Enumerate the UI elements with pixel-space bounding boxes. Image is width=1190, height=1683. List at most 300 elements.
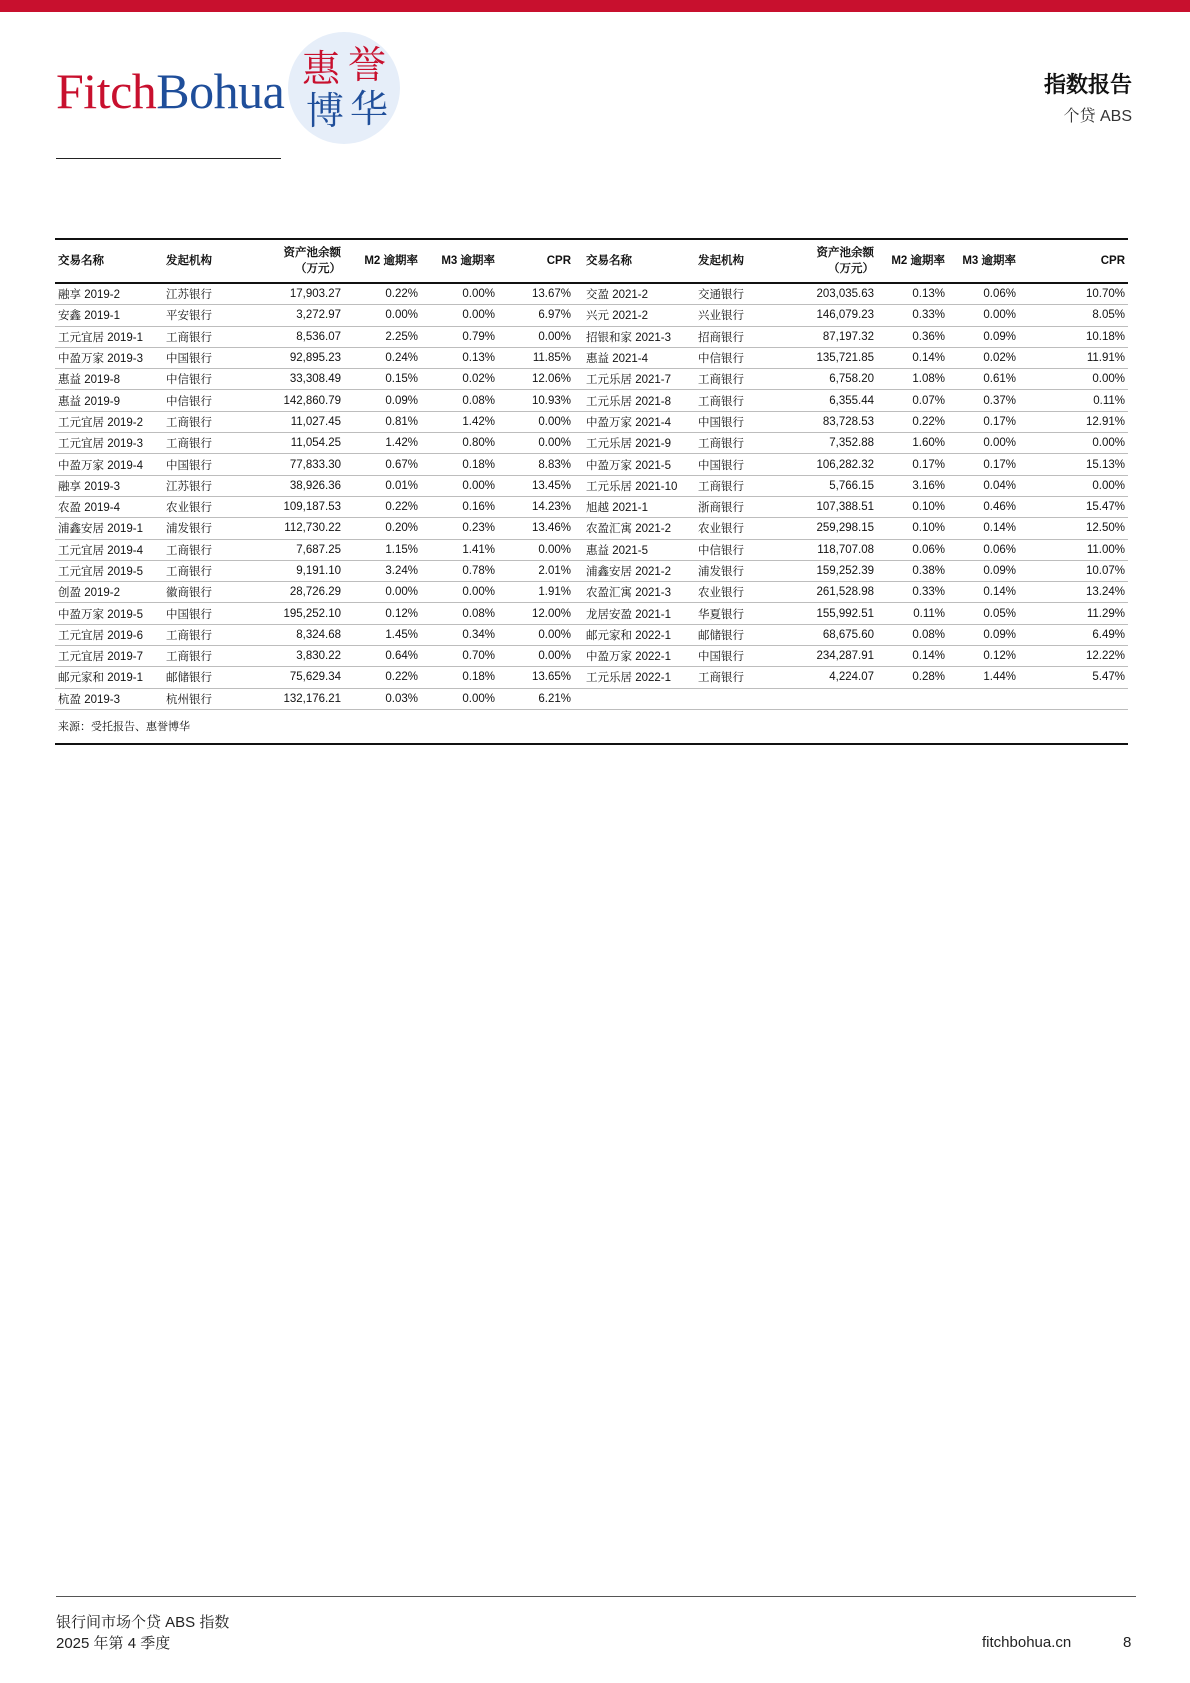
cell-balance: 261,528.98 xyxy=(779,582,877,603)
cell-name: 兴元 2021-2 xyxy=(574,305,695,326)
cell-name: 浦鑫安居 2021-2 xyxy=(574,560,695,581)
cell-balance: 11,027.45 xyxy=(247,411,344,432)
table-row xyxy=(55,646,1128,667)
cell-m2: 0.10% xyxy=(877,518,948,539)
cell-issuer: 农业银行 xyxy=(695,518,779,539)
cell-m2: 0.33% xyxy=(877,582,948,603)
cell-issuer: 邮储银行 xyxy=(163,667,247,688)
cell-m3: 0.06% xyxy=(948,283,1019,305)
cell-name: 工元乐居 2021-10 xyxy=(574,475,695,496)
cell-m2: 0.00% xyxy=(344,582,421,603)
cell-issuer: 浦发银行 xyxy=(163,518,247,539)
cell-name: 工元宜居 2019-6 xyxy=(55,624,163,645)
table-row xyxy=(55,582,1128,603)
cell-cpr: 11.00% xyxy=(1019,539,1128,560)
cell-cpr: 1.91% xyxy=(498,582,574,603)
cell-issuer: 邮储银行 xyxy=(695,624,779,645)
cell-name: 工元乐居 2021-9 xyxy=(574,433,695,454)
cell-cpr: 13.46% xyxy=(498,518,574,539)
cell-name: 中盈万家 2022-1 xyxy=(574,646,695,667)
cell-m3: 0.79% xyxy=(421,326,498,347)
cell-balance: 132,176.21 xyxy=(247,688,344,709)
cell-cpr: 13.45% xyxy=(498,475,574,496)
cell-m2: 0.33% xyxy=(877,305,948,326)
source-note: 来源：受托报告、惠誉博华 xyxy=(55,709,1128,744)
cell-balance: 28,726.29 xyxy=(247,582,344,603)
cell-m3: 0.17% xyxy=(948,454,1019,475)
cell-m2: 0.22% xyxy=(344,496,421,517)
cell-m2: 0.10% xyxy=(877,496,948,517)
logo-underline xyxy=(56,158,281,159)
cell-m2: 0.17% xyxy=(877,454,948,475)
cell-balance: 155,992.51 xyxy=(779,603,877,624)
cell-name: 龙居安盈 2021-1 xyxy=(574,603,695,624)
table-row xyxy=(55,667,1128,688)
cell-cpr: 6.21% xyxy=(498,688,574,709)
cell-cpr: 10.07% xyxy=(1019,560,1128,581)
cell-m3: 0.00% xyxy=(421,475,498,496)
cell-m3: 0.00% xyxy=(421,582,498,603)
cell-balance: 118,707.08 xyxy=(779,539,877,560)
cell-cpr: 11.91% xyxy=(1019,347,1128,368)
cell-m3: 0.70% xyxy=(421,646,498,667)
logo-char: 博 xyxy=(306,89,345,133)
col-header-name: 交易名称 xyxy=(58,255,104,267)
cell-m3: 0.34% xyxy=(421,624,498,645)
cell-name: 惠益 2019-8 xyxy=(55,369,163,390)
cell-m3: 0.46% xyxy=(948,496,1019,517)
col-header-balance xyxy=(779,239,877,283)
cell-m3: 0.02% xyxy=(421,369,498,390)
cell-cpr: 12.06% xyxy=(498,369,574,390)
cell-m2: 0.81% xyxy=(344,411,421,432)
cell-name: 融享 2019-3 xyxy=(55,475,163,496)
cell-name: 工元宜居 2019-5 xyxy=(55,560,163,581)
cell-cpr: 2.01% xyxy=(498,560,574,581)
table-row xyxy=(55,560,1128,581)
cell-m3: 0.08% xyxy=(421,603,498,624)
source-row xyxy=(55,709,1128,744)
abs-index-table xyxy=(55,238,1128,745)
cell-m2: 0.38% xyxy=(877,560,948,581)
cell-name: 中盈万家 2019-4 xyxy=(55,454,163,475)
cell-cpr: 0.00% xyxy=(1019,433,1128,454)
cell-issuer: 工商银行 xyxy=(695,475,779,496)
cell-balance: 17,903.27 xyxy=(247,283,344,305)
report-title-block xyxy=(1044,68,1132,126)
cell-name: 工元宜居 2019-4 xyxy=(55,539,163,560)
col-header-balance-line1: 资产池余额 xyxy=(816,247,874,259)
cell-issuer: 杭州银行 xyxy=(163,688,247,709)
cell-m3: 1.44% xyxy=(948,667,1019,688)
cell-m2 xyxy=(877,688,948,709)
cell-balance: 8,536.07 xyxy=(247,326,344,347)
cell-balance xyxy=(779,688,877,709)
table-row xyxy=(55,411,1128,432)
cell-balance: 259,298.15 xyxy=(779,518,877,539)
table-row xyxy=(55,433,1128,454)
table-row xyxy=(55,475,1128,496)
cell-issuer: 工商银行 xyxy=(163,624,247,645)
cell-name: 旭越 2021-1 xyxy=(574,496,695,517)
cell-issuer: 中信银行 xyxy=(163,390,247,411)
cell-name: 中盈万家 2021-5 xyxy=(574,454,695,475)
table-footer xyxy=(55,709,1128,744)
cell-balance: 146,079.23 xyxy=(779,305,877,326)
cell-balance: 87,197.32 xyxy=(779,326,877,347)
footer-publication xyxy=(56,1612,229,1654)
cell-m2: 0.22% xyxy=(344,283,421,305)
cell-cpr: 10.18% xyxy=(1019,326,1128,347)
cell-issuer: 江苏银行 xyxy=(163,283,247,305)
cell-issuer: 兴业银行 xyxy=(695,305,779,326)
logo-wordmark xyxy=(56,62,284,120)
cell-m3: 0.00% xyxy=(948,433,1019,454)
cell-balance: 9,191.10 xyxy=(247,560,344,581)
cell-issuer: 招商银行 xyxy=(695,326,779,347)
table-row xyxy=(55,347,1128,368)
cell-cpr: 0.00% xyxy=(1019,369,1128,390)
cell-name: 融享 2019-2 xyxy=(55,283,163,305)
cell-name: 杭盈 2019-3 xyxy=(55,688,163,709)
logo-seal xyxy=(288,32,400,144)
col-header-m2: M2 逾期率 xyxy=(364,255,418,267)
cell-name: 农盈汇寓 2021-3 xyxy=(574,582,695,603)
cell-cpr: 12.00% xyxy=(498,603,574,624)
cell-cpr: 10.93% xyxy=(498,390,574,411)
cell-cpr: 11.29% xyxy=(1019,603,1128,624)
cell-m3: 0.00% xyxy=(421,305,498,326)
cell-m3: 0.18% xyxy=(421,454,498,475)
cell-name: 中盈万家 2021-4 xyxy=(574,411,695,432)
cell-name: 惠益 2019-9 xyxy=(55,390,163,411)
cell-m2: 0.14% xyxy=(877,347,948,368)
cell-issuer: 工商银行 xyxy=(163,433,247,454)
cell-m3: 0.18% xyxy=(421,667,498,688)
logo-char: 惠 xyxy=(302,47,341,91)
cell-m3: 0.09% xyxy=(948,560,1019,581)
cell-name: 工元宜居 2019-7 xyxy=(55,646,163,667)
col-header-cpr: CPR xyxy=(1100,255,1125,267)
cell-cpr: 13.67% xyxy=(498,283,574,305)
cell-balance: 5,766.15 xyxy=(779,475,877,496)
cell-issuer: 工商银行 xyxy=(695,433,779,454)
cell-cpr: 12.22% xyxy=(1019,646,1128,667)
cell-m3: 0.16% xyxy=(421,496,498,517)
cell-m2: 1.42% xyxy=(344,433,421,454)
col-header-balance xyxy=(247,239,344,283)
cell-m3: 0.08% xyxy=(421,390,498,411)
cell-issuer: 华夏银行 xyxy=(695,603,779,624)
footer-rule xyxy=(56,1596,1136,1597)
cell-m3: 0.02% xyxy=(948,347,1019,368)
logo-char: 华 xyxy=(350,87,389,131)
cell-m2: 1.60% xyxy=(877,433,948,454)
cell-balance: 38,926.36 xyxy=(247,475,344,496)
cell-issuer: 浙商银行 xyxy=(695,496,779,517)
cell-m2: 3.24% xyxy=(344,560,421,581)
cell-m2: 0.15% xyxy=(344,369,421,390)
table-row xyxy=(55,539,1128,560)
cell-cpr: 12.91% xyxy=(1019,411,1128,432)
cell-balance: 8,324.68 xyxy=(247,624,344,645)
col-header-balance-line1: 资产池余额 xyxy=(283,247,341,259)
cell-issuer: 中国银行 xyxy=(163,347,247,368)
cell-balance: 4,224.07 xyxy=(779,667,877,688)
footer-website: fitchbohua.cn xyxy=(982,1634,1072,1651)
cell-cpr: 12.50% xyxy=(1019,518,1128,539)
cell-balance: 3,830.22 xyxy=(247,646,344,667)
cell-issuer: 中国银行 xyxy=(695,646,779,667)
cell-m3: 0.14% xyxy=(948,582,1019,603)
col-header-name: 交易名称 xyxy=(586,255,632,267)
cell-issuer: 中信银行 xyxy=(163,369,247,390)
top-accent-bar xyxy=(0,0,1190,12)
cell-name: 惠益 2021-5 xyxy=(574,539,695,560)
cell-issuer: 中信银行 xyxy=(695,347,779,368)
cell-m3: 0.09% xyxy=(948,326,1019,347)
cell-m3: 0.13% xyxy=(421,347,498,368)
cell-m3: 0.80% xyxy=(421,433,498,454)
cell-cpr: 0.11% xyxy=(1019,390,1128,411)
cell-m2: 0.09% xyxy=(344,390,421,411)
cell-m3: 0.17% xyxy=(948,411,1019,432)
cell-m2: 0.08% xyxy=(877,624,948,645)
col-header-balance-line2: （万元） xyxy=(828,263,874,275)
cell-cpr: 15.13% xyxy=(1019,454,1128,475)
cell-name: 农盈汇寓 2021-2 xyxy=(574,518,695,539)
cell-balance: 92,895.23 xyxy=(247,347,344,368)
cell-cpr: 14.23% xyxy=(498,496,574,517)
cell-m3: 0.14% xyxy=(948,518,1019,539)
cell-balance: 7,352.88 xyxy=(779,433,877,454)
col-header-m3: M3 逾期率 xyxy=(441,255,495,267)
cell-name: 招银和家 2021-3 xyxy=(574,326,695,347)
cell-issuer: 农业银行 xyxy=(695,582,779,603)
cell-issuer: 浦发银行 xyxy=(695,560,779,581)
cell-cpr: 0.00% xyxy=(498,411,574,432)
cell-cpr: 0.00% xyxy=(498,539,574,560)
cell-issuer: 徽商银行 xyxy=(163,582,247,603)
cell-cpr: 15.47% xyxy=(1019,496,1128,517)
table-row xyxy=(55,603,1128,624)
cell-balance: 112,730.22 xyxy=(247,518,344,539)
cell-issuer: 农业银行 xyxy=(163,496,247,517)
cell-m2: 1.08% xyxy=(877,369,948,390)
cell-issuer: 中信银行 xyxy=(695,539,779,560)
table-row xyxy=(55,496,1128,517)
logo-char: 誉 xyxy=(348,43,387,87)
cell-m3: 0.61% xyxy=(948,369,1019,390)
cell-balance: 159,252.39 xyxy=(779,560,877,581)
cell-issuer: 中国银行 xyxy=(695,411,779,432)
cell-m2: 0.67% xyxy=(344,454,421,475)
cell-balance: 142,860.79 xyxy=(247,390,344,411)
cell-balance: 11,054.25 xyxy=(247,433,344,454)
table-row xyxy=(55,283,1128,305)
cell-m3: 0.09% xyxy=(948,624,1019,645)
cell-m3: 0.04% xyxy=(948,475,1019,496)
page-number: 8 xyxy=(1123,1634,1132,1651)
fitchbohua-logo xyxy=(56,30,416,150)
table-row xyxy=(55,390,1128,411)
cell-m2: 2.25% xyxy=(344,326,421,347)
cell-cpr: 8.83% xyxy=(498,454,574,475)
footer-publication-title: 银行间市场个贷 ABS 指数 xyxy=(56,1614,230,1631)
cell-balance: 77,833.30 xyxy=(247,454,344,475)
cell-issuer: 中国银行 xyxy=(163,454,247,475)
table-row xyxy=(55,305,1128,326)
cell-balance: 83,728.53 xyxy=(779,411,877,432)
cell-name: 中盈万家 2019-5 xyxy=(55,603,163,624)
footer-publication-period: 2025 年第 4 季度 xyxy=(56,1635,171,1652)
cell-m2: 0.03% xyxy=(344,688,421,709)
cell-balance: 3,272.97 xyxy=(247,305,344,326)
cell-cpr: 5.47% xyxy=(1019,667,1128,688)
table-body xyxy=(55,283,1128,709)
cell-m2: 0.22% xyxy=(877,411,948,432)
cell-cpr: 0.00% xyxy=(498,326,574,347)
cell-m2: 0.36% xyxy=(877,326,948,347)
cell-m3: 0.05% xyxy=(948,603,1019,624)
col-header-balance-line2: （万元） xyxy=(295,263,341,275)
cell-balance: 107,388.51 xyxy=(779,496,877,517)
cell-cpr: 11.85% xyxy=(498,347,574,368)
cell-name: 工元乐居 2021-8 xyxy=(574,390,695,411)
cell-balance: 135,721.85 xyxy=(779,347,877,368)
cell-m2: 0.01% xyxy=(344,475,421,496)
cell-balance: 68,675.60 xyxy=(779,624,877,645)
cell-cpr: 0.00% xyxy=(498,646,574,667)
abs-index-table-container xyxy=(55,238,1128,745)
cell-m2: 3.16% xyxy=(877,475,948,496)
cell-m2: 0.06% xyxy=(877,539,948,560)
logo-bohua-text: Bohua xyxy=(156,63,285,119)
table-row xyxy=(55,454,1128,475)
cell-name: 邮元家和 2022-1 xyxy=(574,624,695,645)
cell-cpr: 13.24% xyxy=(1019,582,1128,603)
cell-balance: 6,758.20 xyxy=(779,369,877,390)
cell-balance: 6,355.44 xyxy=(779,390,877,411)
cell-name xyxy=(574,688,695,709)
cell-name: 中盈万家 2019-3 xyxy=(55,347,163,368)
cell-issuer: 工商银行 xyxy=(163,560,247,581)
report-subtitle: 个贷 ABS xyxy=(1063,108,1132,125)
logo-fitch-text: Fitch xyxy=(56,63,157,119)
cell-name: 工元宜居 2019-1 xyxy=(55,326,163,347)
cell-name: 工元乐居 2021-7 xyxy=(574,369,695,390)
cell-name: 邮元家和 2019-1 xyxy=(55,667,163,688)
cell-name: 交盈 2021-2 xyxy=(574,283,695,305)
cell-m3: 1.42% xyxy=(421,411,498,432)
table-row xyxy=(55,688,1128,709)
table-header-row xyxy=(55,239,1128,283)
table-header xyxy=(55,239,1128,283)
cell-cpr: 13.65% xyxy=(498,667,574,688)
cell-issuer: 工商银行 xyxy=(695,667,779,688)
cell-name: 安鑫 2019-1 xyxy=(55,305,163,326)
cell-issuer: 工商银行 xyxy=(695,390,779,411)
cell-m2: 0.24% xyxy=(344,347,421,368)
col-header-issuer: 发起机构 xyxy=(166,255,212,267)
cell-name: 农盈 2019-4 xyxy=(55,496,163,517)
cell-balance: 7,687.25 xyxy=(247,539,344,560)
cell-issuer: 工商银行 xyxy=(163,539,247,560)
cell-cpr: 6.97% xyxy=(498,305,574,326)
cell-issuer: 工商银行 xyxy=(163,646,247,667)
col-header-m3: M3 逾期率 xyxy=(962,255,1016,267)
cell-issuer: 平安银行 xyxy=(163,305,247,326)
cell-balance: 109,187.53 xyxy=(247,496,344,517)
cell-issuer: 工商银行 xyxy=(163,411,247,432)
cell-m3: 0.00% xyxy=(421,688,498,709)
cell-balance: 33,308.49 xyxy=(247,369,344,390)
cell-m3: 0.23% xyxy=(421,518,498,539)
col-header-cpr: CPR xyxy=(546,255,571,267)
cell-name: 浦鑫安居 2019-1 xyxy=(55,518,163,539)
cell-m3: 0.00% xyxy=(948,305,1019,326)
cell-m2: 0.22% xyxy=(344,667,421,688)
col-header-issuer: 发起机构 xyxy=(698,255,744,267)
cell-issuer: 中国银行 xyxy=(163,603,247,624)
cell-m3: 0.06% xyxy=(948,539,1019,560)
table-row xyxy=(55,624,1128,645)
cell-cpr: 0.00% xyxy=(1019,475,1128,496)
cell-m3: 0.37% xyxy=(948,390,1019,411)
cell-m2: 1.15% xyxy=(344,539,421,560)
cell-cpr: 6.49% xyxy=(1019,624,1128,645)
cell-cpr xyxy=(1019,688,1128,709)
cell-m2: 0.00% xyxy=(344,305,421,326)
cell-m3 xyxy=(948,688,1019,709)
cell-m2: 0.14% xyxy=(877,646,948,667)
cell-balance: 195,252.10 xyxy=(247,603,344,624)
cell-m3: 1.41% xyxy=(421,539,498,560)
cell-m2: 1.45% xyxy=(344,624,421,645)
cell-name: 工元乐居 2022-1 xyxy=(574,667,695,688)
cell-issuer: 工商银行 xyxy=(695,369,779,390)
col-header-m2: M2 逾期率 xyxy=(891,255,945,267)
cell-name: 惠益 2021-4 xyxy=(574,347,695,368)
cell-name: 工元宜居 2019-3 xyxy=(55,433,163,454)
cell-m2: 0.13% xyxy=(877,283,948,305)
cell-balance: 234,287.91 xyxy=(779,646,877,667)
cell-cpr: 0.00% xyxy=(498,433,574,454)
cell-m3: 0.12% xyxy=(948,646,1019,667)
cell-issuer: 江苏银行 xyxy=(163,475,247,496)
cell-m3: 0.00% xyxy=(421,283,498,305)
cell-cpr: 8.05% xyxy=(1019,305,1128,326)
cell-name: 创盈 2019-2 xyxy=(55,582,163,603)
cell-m2: 0.07% xyxy=(877,390,948,411)
cell-m2: 0.64% xyxy=(344,646,421,667)
cell-issuer: 中国银行 xyxy=(695,454,779,475)
cell-m2: 0.28% xyxy=(877,667,948,688)
table-row xyxy=(55,326,1128,347)
cell-balance: 106,282.32 xyxy=(779,454,877,475)
cell-issuer: 交通银行 xyxy=(695,283,779,305)
report-title: 指数报告 xyxy=(1043,72,1132,97)
cell-balance: 75,629.34 xyxy=(247,667,344,688)
cell-cpr: 0.00% xyxy=(498,624,574,645)
table-row xyxy=(55,518,1128,539)
table-row xyxy=(55,369,1128,390)
cell-name: 工元宜居 2019-2 xyxy=(55,411,163,432)
cell-m2: 0.12% xyxy=(344,603,421,624)
cell-m2: 0.11% xyxy=(877,603,948,624)
cell-balance: 203,035.63 xyxy=(779,283,877,305)
cell-m3: 0.78% xyxy=(421,560,498,581)
